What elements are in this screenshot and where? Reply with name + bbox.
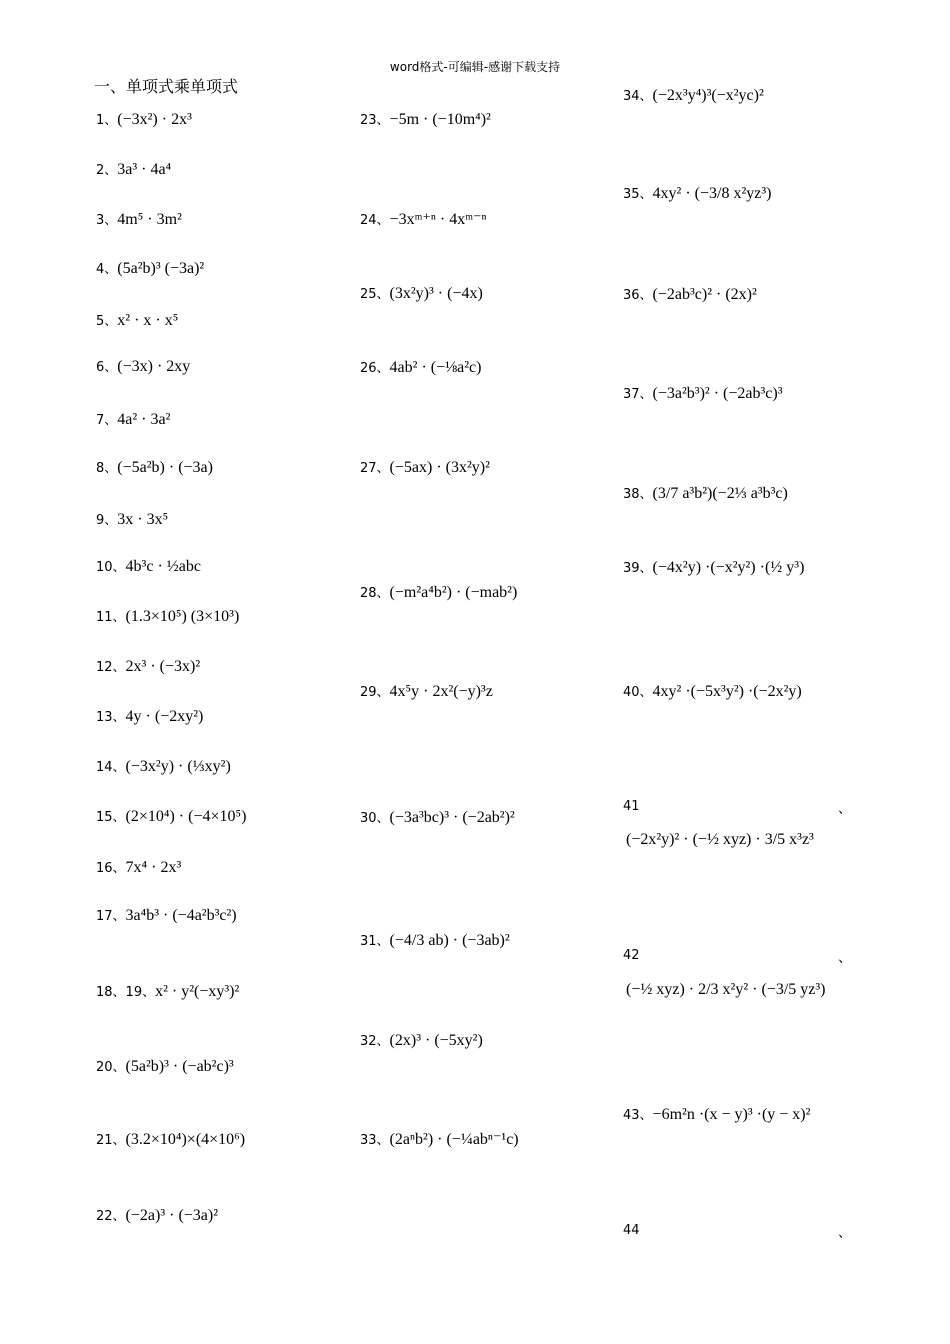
problem-36: 36、(−2ab³c)² · (2x)² <box>623 286 757 303</box>
problem-29: 29、4x⁵y · 2x²(−y)³z <box>360 683 493 700</box>
problem-44-number: 44 <box>623 1223 640 1238</box>
problem-41-separator: 、 <box>838 801 852 817</box>
problem-43: 43、−6m²n ·(x − y)³ ·(y − x)² <box>623 1106 811 1123</box>
problem-42: (−½ xyz) · 2/3 x²y² · (−3/5 yz³) <box>626 981 826 998</box>
problem-41-number: 41 <box>623 799 640 814</box>
section-title: 一、单项式乘单项式 <box>94 77 239 96</box>
problem-6: 6、(−3x) · 2xy <box>96 358 191 375</box>
problem-32: 32、(2x)³ · (−5xy²) <box>360 1032 483 1049</box>
problem-39: 39、(−4x²y) ·(−x²y²) ·(½ y³) <box>623 559 805 576</box>
problem-16: 16、7x⁴ · 2x³ <box>96 859 182 876</box>
problem-15: 15、(2×10⁴) · (−4×10⁵) <box>96 808 247 825</box>
problem-30: 30、(−3a³bc)³ · (−2ab²)² <box>360 809 515 826</box>
problem-17: 17、3a⁴b³ · (−4a²b³c²) <box>96 907 237 924</box>
problem-42-number: 42 <box>623 948 640 963</box>
problem-23: 23、−5m · (−10m⁴)² <box>360 111 491 128</box>
problem-25: 25、(3x²y)³ · (−4x) <box>360 285 483 302</box>
page-header: word格式-可编辑-感谢下载支持 <box>389 60 561 74</box>
problem-42-separator: 、 <box>838 950 852 966</box>
problem-9: 9、3x · 3x⁵ <box>96 511 169 528</box>
problem-22: 22、(−2a)³ · (−3a)² <box>96 1207 219 1224</box>
problem-21: 21、(3.2×10⁴)×(4×10⁶) <box>96 1131 246 1148</box>
problem-44-separator: 、 <box>838 1225 852 1241</box>
problem-2: 2、3a³ · 4a⁴ <box>96 161 172 178</box>
problem-26: 26、4ab² · (−⅛a²c) <box>360 359 482 376</box>
problem-33: 33、(2aⁿb²) · (−¼abⁿ⁻¹c) <box>360 1131 519 1148</box>
problem-20: 20、(5a²b)³ · (−ab²c)³ <box>96 1058 234 1075</box>
problem-10: 10、4b³c · ½abc <box>96 558 201 575</box>
problem-12: 12、2x³ · (−3x)² <box>96 658 201 675</box>
problem-40: 40、4xy² ·(−5x³y²) ·(−2x²y) <box>623 683 802 700</box>
problem-8: 8、(−5a²b) · (−3a) <box>96 459 213 476</box>
problem-31: 31、(−4/3 ab) · (−3ab)² <box>360 932 510 949</box>
problem-38: 38、(3/7 a³b²)(−2⅓ a³b³c) <box>623 485 788 502</box>
problem-7: 7、4a² · 3a² <box>96 411 171 428</box>
problem-1: 1、(−3x²) · 2x³ <box>96 111 192 128</box>
problem-4: 4、(5a²b)³ (−3a)² <box>96 260 205 277</box>
problem-35: 35、4xy² · (−3/8 x²yz³) <box>623 185 772 202</box>
problem-11: 11、(1.3×10⁵) (3×10³) <box>96 608 240 625</box>
problem-24: 24、−3xᵐ⁺ⁿ · 4xᵐ⁻ⁿ <box>360 211 487 228</box>
problem-13: 13、4y · (−2xy²) <box>96 708 204 725</box>
problem-5: 5、x² · x · x⁵ <box>96 312 179 329</box>
problem-37: 37、(−3a²b³)² · (−2ab³c)³ <box>623 385 783 402</box>
problem-14: 14、(−3x²y) · (⅓xy²) <box>96 758 231 775</box>
problem-28: 28、(−m²a⁴b²) · (−mab²) <box>360 584 518 601</box>
problem-27: 27、(−5ax) · (3x²y)² <box>360 459 490 476</box>
problem-41: (−2x²y)² · (−½ xyz) · 3/5 x³z³ <box>626 831 814 848</box>
problem-3: 3、4m⁵ · 3m² <box>96 211 182 228</box>
problem-18-19: 18、19、x² · y²(−xy³)² <box>96 983 240 1000</box>
problem-34: 34、(−2x³y⁴)³(−x²yc)² <box>623 87 764 104</box>
